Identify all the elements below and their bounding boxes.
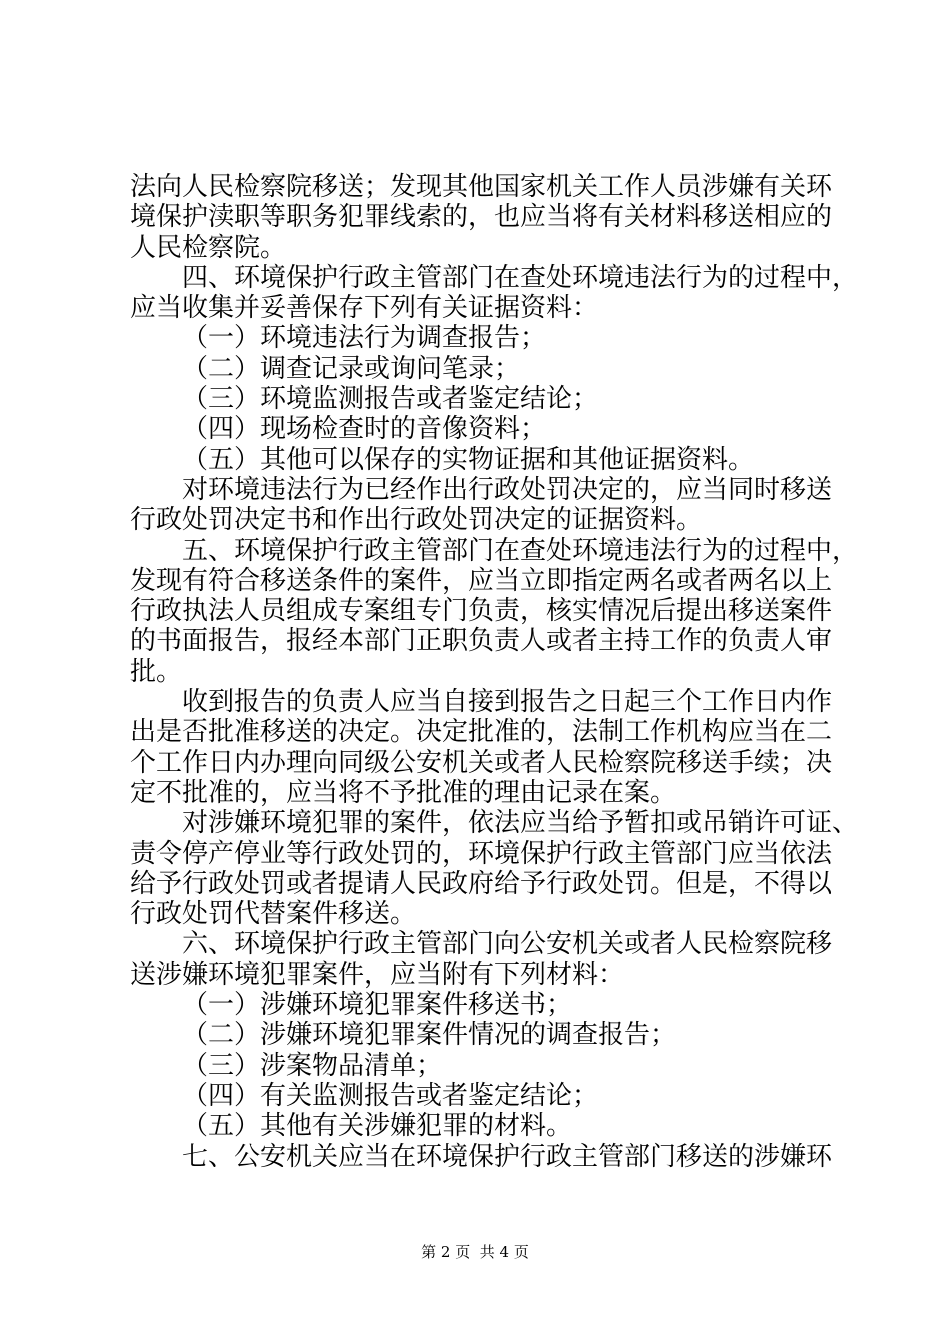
text-line: 收到报告的负责人应当自接到报告之日起三个工作日内作: [182, 687, 833, 718]
text-line: 七、公安机关应当在环境保护行政主管部门移送的涉嫌环: [182, 1141, 833, 1172]
list-item: （四）有关监测报告或者鉴定结论；: [182, 1080, 599, 1111]
text-line: 个工作日内办理向同级公安机关或者人民检察院移送手续；决: [130, 747, 833, 778]
list-item: （二）调查记录或询问笔录；: [182, 353, 521, 384]
text-line: 应当收集并妥善保存下列有关证据资料：: [130, 293, 599, 324]
list-item: （五）其他有关涉嫌犯罪的材料。: [182, 1111, 573, 1142]
text-line: 批。: [130, 656, 183, 687]
text-line: 定不批准的，应当将不予批准的理由记录在案。: [130, 777, 677, 808]
text-line: 五、环境保护行政主管部门在查处环境违法行为的过程中，: [182, 535, 859, 566]
list-item: （二）涉嫌环境犯罪案件情况的调查报告；: [182, 1020, 677, 1051]
list-item: （一）环境违法行为调查报告；: [182, 323, 547, 354]
text-line: 四、环境保护行政主管部门在查处环境违法行为的过程中，: [182, 262, 859, 293]
text-line: 人民检察院。: [130, 232, 287, 263]
list-item: （四）现场检查时的音像资料；: [182, 414, 547, 445]
text-line: 行政处罚代替案件移送。: [130, 899, 417, 930]
text-line: 境保护渎职等职务犯罪线索的，也应当将有关材料移送相应的: [130, 202, 833, 233]
document-body: [130, 172, 859, 1172]
text-line: 责令停产停业等行政处罚的，环境保护行政主管部门应当依法: [130, 838, 833, 869]
text-line: 发现有符合移送条件的案件，应当立即指定两名或者两名以上: [130, 565, 833, 596]
list-item: （一）涉嫌环境犯罪案件移送书；: [182, 990, 573, 1021]
page-number-footer: 第 2 页 共 4 页: [421, 1243, 529, 1261]
text-line: 给予行政处罚或者提请人民政府给予行政处罚。但是，不得以: [130, 868, 833, 899]
text-line: 法向人民检察院移送；发现其他国家机关工作人员涉嫌有关环: [130, 172, 833, 202]
list-item: （五）其他可以保存的实物证据和其他证据资料。: [182, 444, 755, 475]
text-line: 送涉嫌环境犯罪案件，应当附有下列材料：: [130, 959, 625, 990]
list-item: （三）涉案物品清单；: [182, 1050, 443, 1081]
text-line: 对环境违法行为已经作出行政处罚决定的，应当同时移送: [182, 474, 833, 505]
text-line: 出是否批准移送的决定。决定批准的，法制工作机构应当在二: [130, 717, 833, 748]
list-item: （三）环境监测报告或者鉴定结论；: [182, 384, 599, 415]
text-line: 对涉嫌环境犯罪的案件，依法应当给予暂扣或吊销许可证、: [182, 808, 859, 839]
text-line: 行政处罚决定书和作出行政处罚决定的证据资料。: [130, 505, 703, 536]
text-line: 的书面报告，报经本部门正职负责人或者主持工作的负责人审: [130, 626, 833, 657]
text-line: 行政执法人员组成专案组专门负责，核实情况后提出移送案件: [130, 596, 833, 627]
text-line: 六、环境保护行政主管部门向公安机关或者人民检察院移: [182, 929, 833, 960]
